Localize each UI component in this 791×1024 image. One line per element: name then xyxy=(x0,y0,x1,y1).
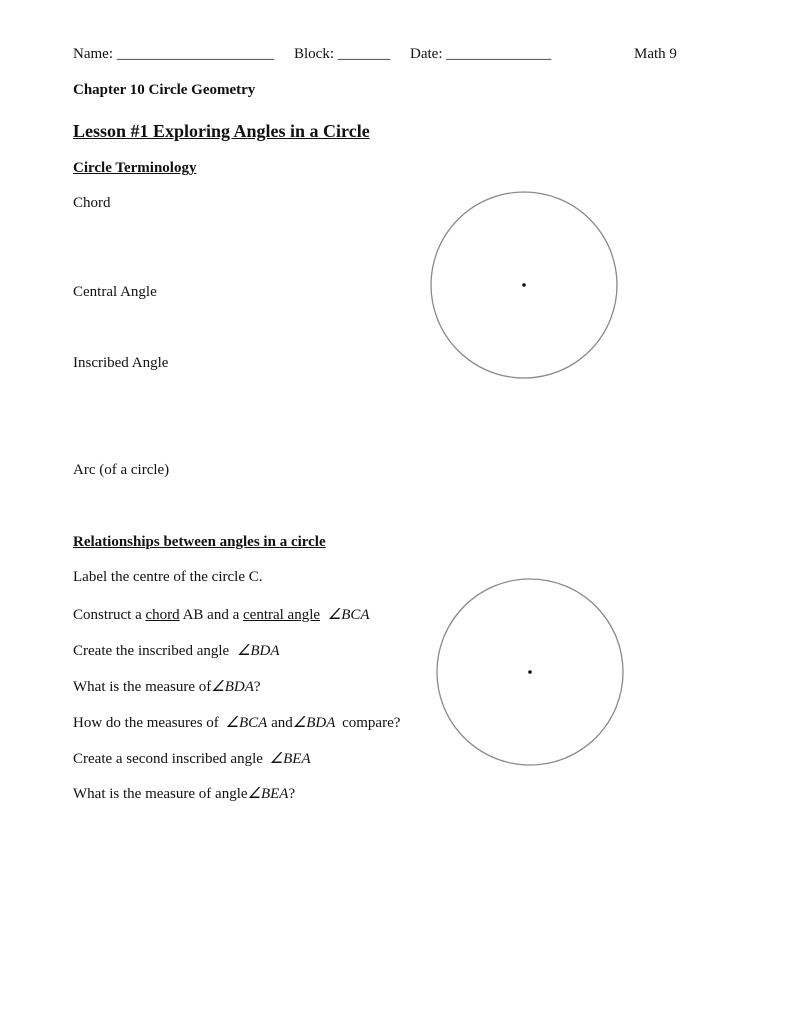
date-blank[interactable]: ______________ xyxy=(446,46,552,62)
block-field[interactable] xyxy=(294,46,390,63)
name-label: Name: xyxy=(73,46,113,62)
date-label: Date: xyxy=(410,46,443,62)
q6-angle-bea: ∠BEA xyxy=(269,751,311,767)
q3-angle-bda: ∠BDA xyxy=(236,643,280,659)
q6-text: Create a second inscribed angle xyxy=(73,751,263,767)
q4-angle-bda: ∠BDA xyxy=(211,679,254,695)
question-measure-bda xyxy=(73,677,261,696)
relationships-circle[interactable] xyxy=(435,577,625,767)
term-central-angle: Central Angle xyxy=(73,284,157,300)
lesson-title: Lesson #1 Exploring Angles in a Circle xyxy=(73,121,370,141)
term-inscribed-angle: Inscribed Angle xyxy=(73,355,169,371)
q7-angle-bea: ∠BEA xyxy=(247,786,289,802)
q2-chord-term: chord xyxy=(145,607,180,623)
terminology-circle[interactable] xyxy=(429,190,619,380)
q4-text: What is the measure of xyxy=(73,679,212,695)
q2-angle-bca: ∠BCA xyxy=(327,607,370,623)
circle-centre-dot xyxy=(528,670,532,674)
question-construct-chord xyxy=(73,605,370,624)
q7-end: ? xyxy=(288,786,296,802)
question-label-centre: Label the centre of the circle C. xyxy=(73,569,263,585)
question-second-inscribed xyxy=(73,749,311,768)
q4-end: ? xyxy=(253,679,261,695)
q5-and: and xyxy=(271,715,293,731)
circle-centre-dot xyxy=(522,283,526,287)
terminology-heading: Circle Terminology xyxy=(73,160,197,176)
block-blank[interactable]: _______ xyxy=(337,46,391,62)
question-compare xyxy=(73,713,400,732)
relationships-heading: Relationships between angles in a circle xyxy=(73,534,326,550)
q3-text: Create the inscribed angle xyxy=(73,643,230,659)
term-arc: Arc (of a circle) xyxy=(73,462,170,478)
q5-text: How do the measures of xyxy=(73,715,219,731)
course-label: Math 9 xyxy=(634,46,677,62)
q7-text: What is the measure of angle xyxy=(73,786,248,802)
q2-prefix: Construct a xyxy=(73,607,142,623)
q5-angle-bca: ∠BCA xyxy=(225,715,268,731)
name-blank[interactable]: _____________________ xyxy=(116,46,275,62)
term-chord: Chord xyxy=(73,195,111,211)
q2-central-term: central angle xyxy=(243,607,321,623)
question-measure-bea xyxy=(73,784,295,803)
q5-angle-bda: ∠BDA xyxy=(292,715,336,731)
name-field[interactable] xyxy=(73,46,274,63)
chapter-title: Chapter 10 Circle Geometry xyxy=(73,82,256,98)
block-label: Block: xyxy=(294,46,334,62)
q5-end: compare? xyxy=(342,715,401,731)
date-field[interactable] xyxy=(410,46,551,63)
question-create-inscribed xyxy=(73,641,280,660)
q2-mid: AB and a xyxy=(182,607,240,623)
